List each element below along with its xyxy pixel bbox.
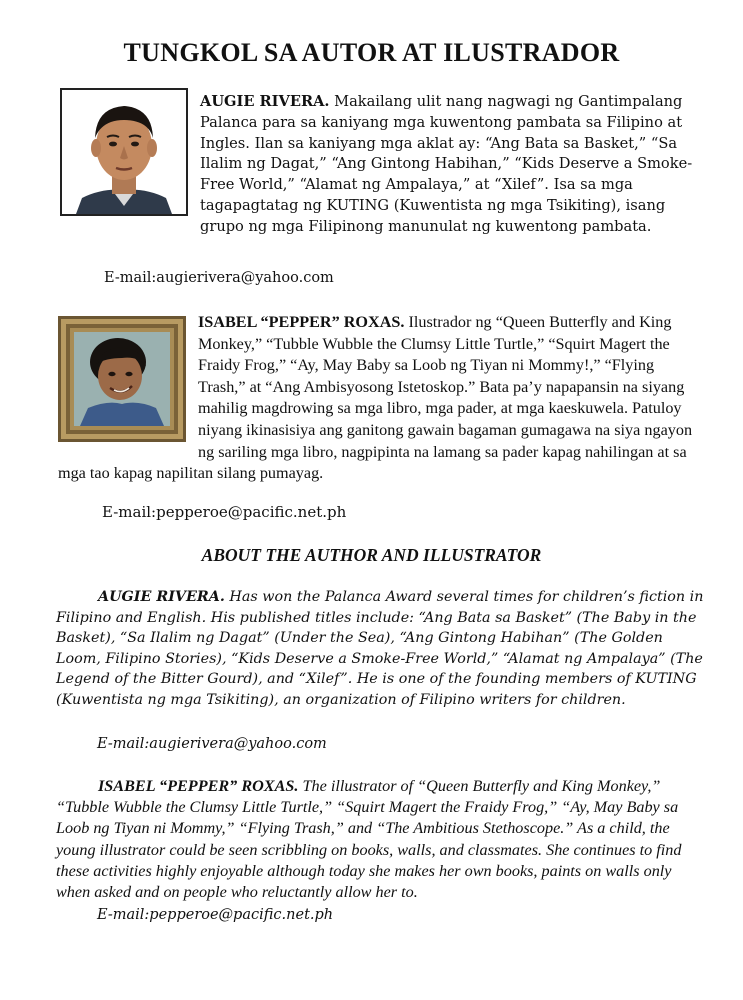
augie-english-email[interactable]: E-mail:augierivera@yahoo.com (97, 736, 327, 752)
pepper-english-text: The illustrator of “Queen Butterfly and King Monkey,” “Tubble Wubble the Clumsy Little Turtle,” “Squirt Magert the Fraidy Frog,” “Ay, May Baby sa Loob ng Tiyan ni Mommy,” “Flying Trash,” and “The Ambitious Stethoscope.” As a child, the young illustrator could be seen scribbling on books, walls, and classmates. She continues to find these activities highly enjoyable although today she makes her own books, paints on walls only when asked and on people who reluctantly allow her to. (56, 777, 682, 902)
pepper-filipino-text: Ilustrador ng “Queen Butterfly and King Monkey,” “Tubble Wubble the Clumsy Little Turtle,” “Squirt Magert the Fraidy Frog,” “Ay, May Baby sa Loob ng Tiyan ni Mommy!,” “Flying Trash,” at “Ang Ambisyosong Istetoskop.” Bata pa’y napapansin na siyang mahilig magdrowing sa mga libro, mga pader, at mga kaeskuwela. Patuloy niyang ikinasisiya ang ganitong gawain bagaman gumagawa na siya ngayon ng sariling mga libro, nagpipinta na lamang sa pader kapag nahilingan at sa mga tao kapag napilitan silang pumayag. (58, 313, 693, 483)
augie-filipino-name: AUGIE RIVERA. (200, 93, 330, 110)
page-title: TUNGKOL SA AUTOR AT ILUSTRADOR (123, 38, 620, 67)
augie-filipino-text: Makailang ulit nang nagwagi ng Gantimpalang Palanca para sa kaniyang mga kuwentong pambata sa Filipino at Ingles. Ilan sa kaniyang mga aklat ay: “Ang Bata sa Basket,” “Sa Ilalim ng Dagat,” “Ang Gintong Habihan,” “Kids Deserve a Smoke-Free World,” “Alamat ng Ampalaya,” at “Xilef”. Isa sa mga tagapagtatag ng KUTING (Kuwentista ng mga Tsikiting), isang grupo ng mga Filipinong manunulat ng kuwentong pambata. (200, 93, 693, 235)
augie-filipino-bio (58, 92, 698, 238)
augie-english-bio (56, 587, 706, 711)
pepper-english-name: ISABEL “PEPPER” ROXAS. (98, 777, 299, 795)
section-subtitle: ABOUT THE AUTHOR AND ILLUSTRATOR (201, 545, 542, 565)
pepper-english-email[interactable]: E-mail:pepperoe@pacific.net.ph (97, 907, 334, 923)
pepper-filipino-bio (58, 312, 698, 485)
pepper-english-bio (56, 776, 706, 903)
augie-english-name: AUGIE RIVERA. (98, 589, 225, 605)
augie-filipino-email[interactable]: E-mail:augierivera@yahoo.com (104, 270, 334, 286)
pepper-filipino-name: ISABEL “PEPPER” ROXAS. (198, 313, 405, 331)
pepper-filipino-email[interactable]: E-mail:pepperoe@pacific.net.ph (102, 503, 347, 521)
augie-english-text: Has won the Palanca Award several times for children’s fiction in Filipino and English. His published titles include: “Ang Bata sa Basket” (The Baby in the Basket), “Sa Ilalim ng Dagat” (Under the Sea), “Ang Gintong Habihan” (The Golden Loom, Filipino Stories), “Kids Deserve a Smoke-Free World,” “Alamat ng Ampalaya” (The Legend of the Bitter Gourd), and “Xilef”. He is one of the founding members of KUTING (Kuwentista ng mga Tsikiting), an organization of Filipino writers for children. (56, 589, 704, 708)
